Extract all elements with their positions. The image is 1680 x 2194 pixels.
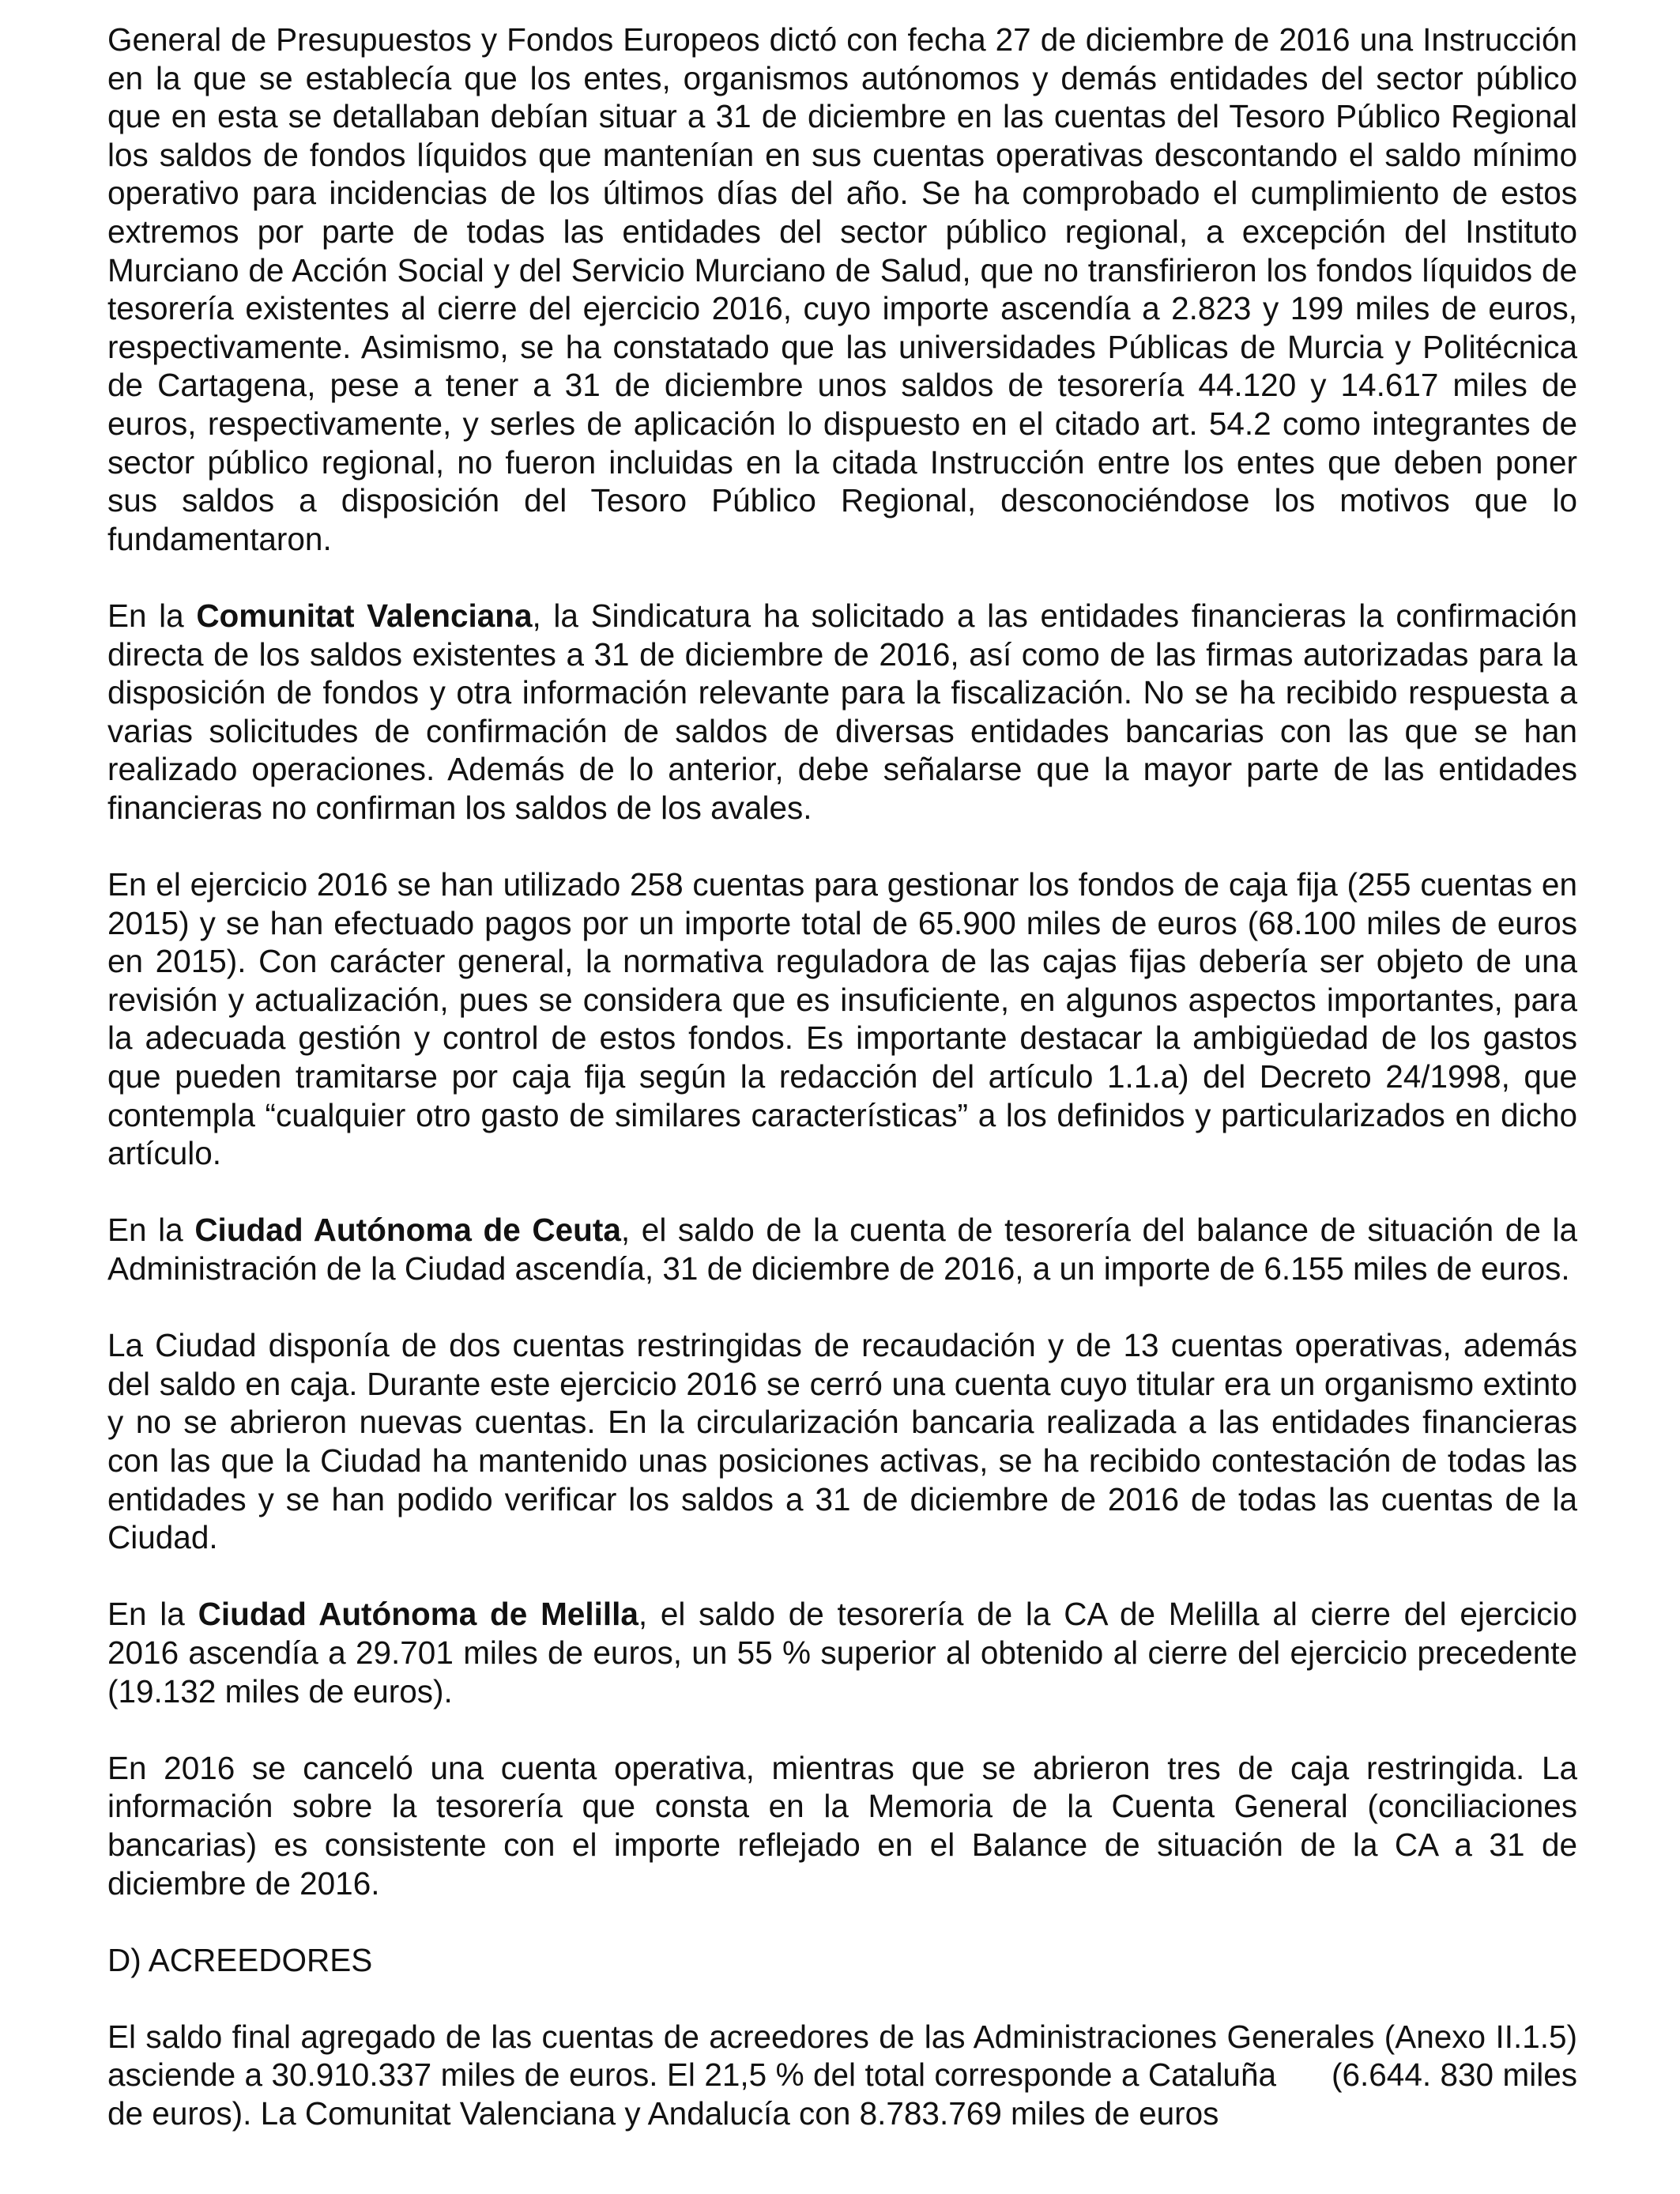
acreedores-text-start: El saldo final agregado de las cuentas de acreedores de las Administraciones Generales (Anexo II.1.5) asciende a 30.910.337 miles de euros. El 21,5 % del total corresponde a Cataluña [107, 2018, 1577, 2094]
paragraph-ceuta [107, 1211, 1577, 1287]
acreedores-text-end: (6.644. 830 miles de euros). La Comunitat Valenciana y Andalucía con 8.783.769 miles de euros [107, 2056, 1578, 2132]
paragraph-text: En la [107, 1212, 195, 1249]
acreedores-paragraph [107, 2018, 1577, 2133]
bold-region-name: Comunitat Valenciana [196, 597, 533, 634]
paragraph-melilla-cuentas [107, 1749, 1577, 1902]
paragraph-caja-fija [107, 865, 1577, 1173]
bold-region-name: Ciudad Autónoma de Ceuta [194, 1212, 621, 1249]
document-page [107, 21, 1577, 2171]
paragraph-text: En la [107, 1596, 198, 1633]
paragraph-text: En 2016 se canceló una cuenta operativa, mientras que se abrieron tres de caja restringida. La información sobre la tesorería que consta en la Memoria de la Cuenta General (conciliaciones bancarias) es consistente con el importe reflejado en el Balance de situación de la CA a 31 de diciembre de 2016. [107, 1749, 1577, 1902]
paragraph-melilla [107, 1595, 1577, 1710]
paragraph-text: La Ciudad disponía de dos cuentas restringidas de recaudación y de 13 cuentas operativas, además del saldo en caja. Durante este ejercicio 2016 se cerró una cuenta cuyo titular era un organismo extinto y no se abrieron nuevas cuentas. En la circularización bancaria realizada a las entidades financieras con las que la Ciudad ha mantenido unas posiciones activas, se ha recibido contestación de todas las entidades y se han podido verificar los saldos a 31 de diciembre de 2016 de todas las cuentas de la Ciudad. [107, 1327, 1577, 1556]
paragraph-text: En la [107, 597, 197, 634]
paragraph-murcia-continued [107, 21, 1577, 558]
paragraph-text: , el saldo de tesorería de la CA de Melilla al cierre del ejercicio 2016 ascendía a 29.701 miles de euros, un 55 % superior al obtenido al cierre del ejercicio precedente (19.132 miles de euros). [107, 1596, 1577, 1710]
paragraph-text: , la Sindicatura ha solicitado a las entidades financieras la confirmación directa de los saldos existentes a 31 de diciembre de 2016, así como de las firmas autorizadas para la disposición de fondos y otra información relevante para la fiscalización. No se ha recibido respuesta a varias solicitudes de confirmación de saldos de diversas entidades bancarias con las que se han realizado operaciones. Además de lo anterior, debe señalarse que la mayor parte de las entidades financieras no confirman los saldos de los avales. [107, 597, 1577, 826]
section-heading: D) ACREEDORES [107, 1941, 373, 1978]
paragraph-ceuta-cuentas [107, 1326, 1577, 1557]
bold-region-name: Ciudad Autónoma de Melilla [198, 1596, 638, 1633]
paragraph-text: General de Presupuestos y Fondos Europeos dictó con fecha 27 de diciembre de 2016 una Instrucción en la que se establecía que los entes, organismos autónomos y demás entidades del sector público que en esta se detallaban debían situar a 31 de diciembre en las cuentas del Tesoro Público Regional los saldos de fondos líquidos que mantenían en sus cuentas operativas descontando el saldo mínimo operativo para incidencias de los últimos días del año. Se ha comprobado el cumplimiento de estos extremos por parte de todas las entidades del sector público regional, a excepción del Instituto Murciano de Acción Social y del Servicio Murciano de Salud, que no transfirieron los fondos líquidos de tesorería existentes al cierre del ejercicio 2016, cuyo importe ascendía a 2.823 y 199 miles de euros, respectivamente. Asimismo, se ha constatado que las universidades Públicas de Murcia y Politécnica de Cartagena, pese a tener a 31 de diciembre unos saldos de tesorería 44.120 y 14.617 miles de euros, respectivamente, y serles de aplicación lo dispuesto en el citado art. 54.2 como integrantes de sector público regional, no fueron incluidas en la citada Instrucción entre los entes que deben poner sus saldos a disposición del Tesoro Público Regional, desconociéndose los motivos que lo fundamentaron. [107, 21, 1577, 557]
paragraph-text: En el ejercicio 2016 se han utilizado 258 cuentas para gestionar los fondos de caja fija (255 cuentas en 2015) y se han efectuado pagos por un importe total de 65.900 miles de euros (68.100 miles de euros en 2015). Con carácter general, la normativa reguladora de las cajas fijas debería ser objeto de una revisión y actualización, pues se considera que es insuficiente, en algunos aspectos importantes, para la adecuada gestión y control de estos fondos. Es importante destacar la ambigüedad de los gastos que pueden tramitarse por caja fija según la redacción del artículo 1.1.a) del Decreto 24/1998, que contempla “cualquier otro gasto de similares características” a los definidos y particularizados en dicho artículo. [107, 866, 1577, 1172]
paragraph-valenciana [107, 597, 1577, 827]
paragraph-text: , el saldo de la cuenta de tesorería del balance de situación de la Administración de la Ciudad ascendía, 31 de diciembre de 2016, a un importe de 6.155 miles de euros. [107, 1212, 1577, 1287]
paragraph-list [107, 21, 1577, 1902]
